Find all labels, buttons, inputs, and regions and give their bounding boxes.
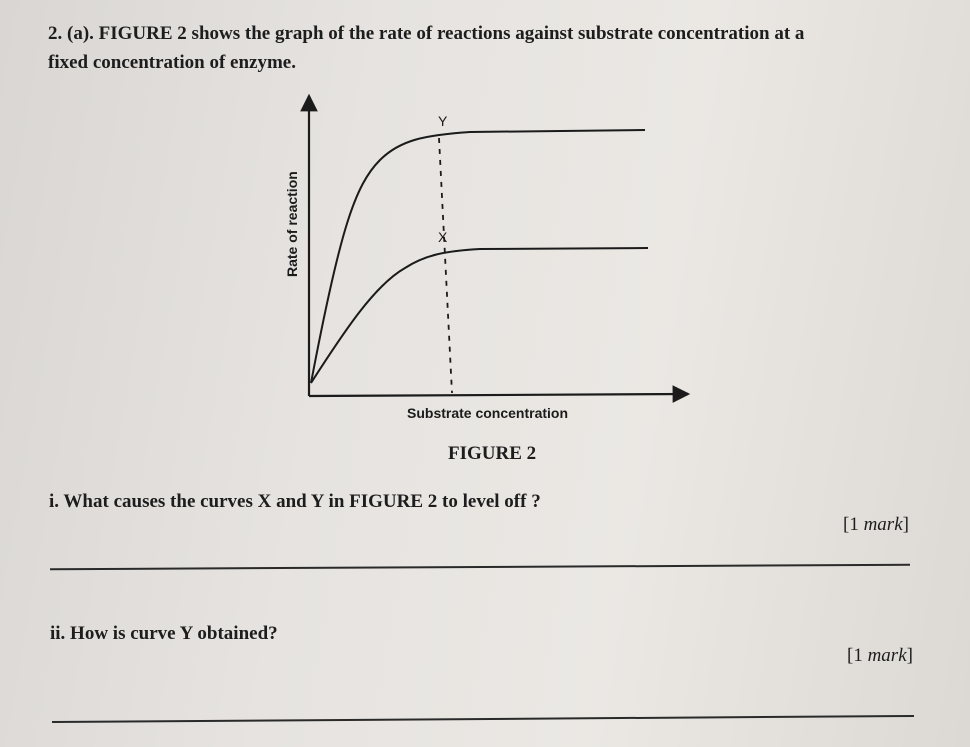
curve-x-label: X — [438, 229, 448, 245]
y-axis-label: Rate of reaction — [284, 171, 300, 277]
part-i-marks: [1 mark] — [843, 514, 909, 535]
curve-x — [311, 248, 648, 383]
x-axis-label: Substrate concentration — [407, 405, 569, 421]
x-axis — [309, 394, 688, 396]
curve-y-label: Y — [438, 113, 448, 129]
curve-y — [311, 130, 645, 383]
figure-caption: FIGURE 2 — [448, 443, 537, 464]
question-heading-line-1: 2. (a). FIGURE 2 shows the graph of the rate of reactions against substrate concentration at a — [48, 23, 805, 44]
part-ii-question: ii. How is curve Y obtained? — [50, 623, 278, 644]
question-heading-line-2: fixed concentration of enzyme. — [48, 52, 296, 73]
part-ii-marks: [1 mark] — [847, 645, 913, 666]
question-heading-continued — [48, 50, 296, 76]
part-i-question: i. What causes the curves X and Y in FIGURE 2 to level off ? — [49, 491, 541, 512]
part-ii-answer-line[interactable] — [52, 715, 914, 723]
reference-dashed-line — [439, 138, 452, 393]
part-i-answer-line[interactable] — [50, 564, 910, 571]
rate-substrate-graph — [260, 80, 700, 425]
question-heading — [48, 21, 804, 47]
